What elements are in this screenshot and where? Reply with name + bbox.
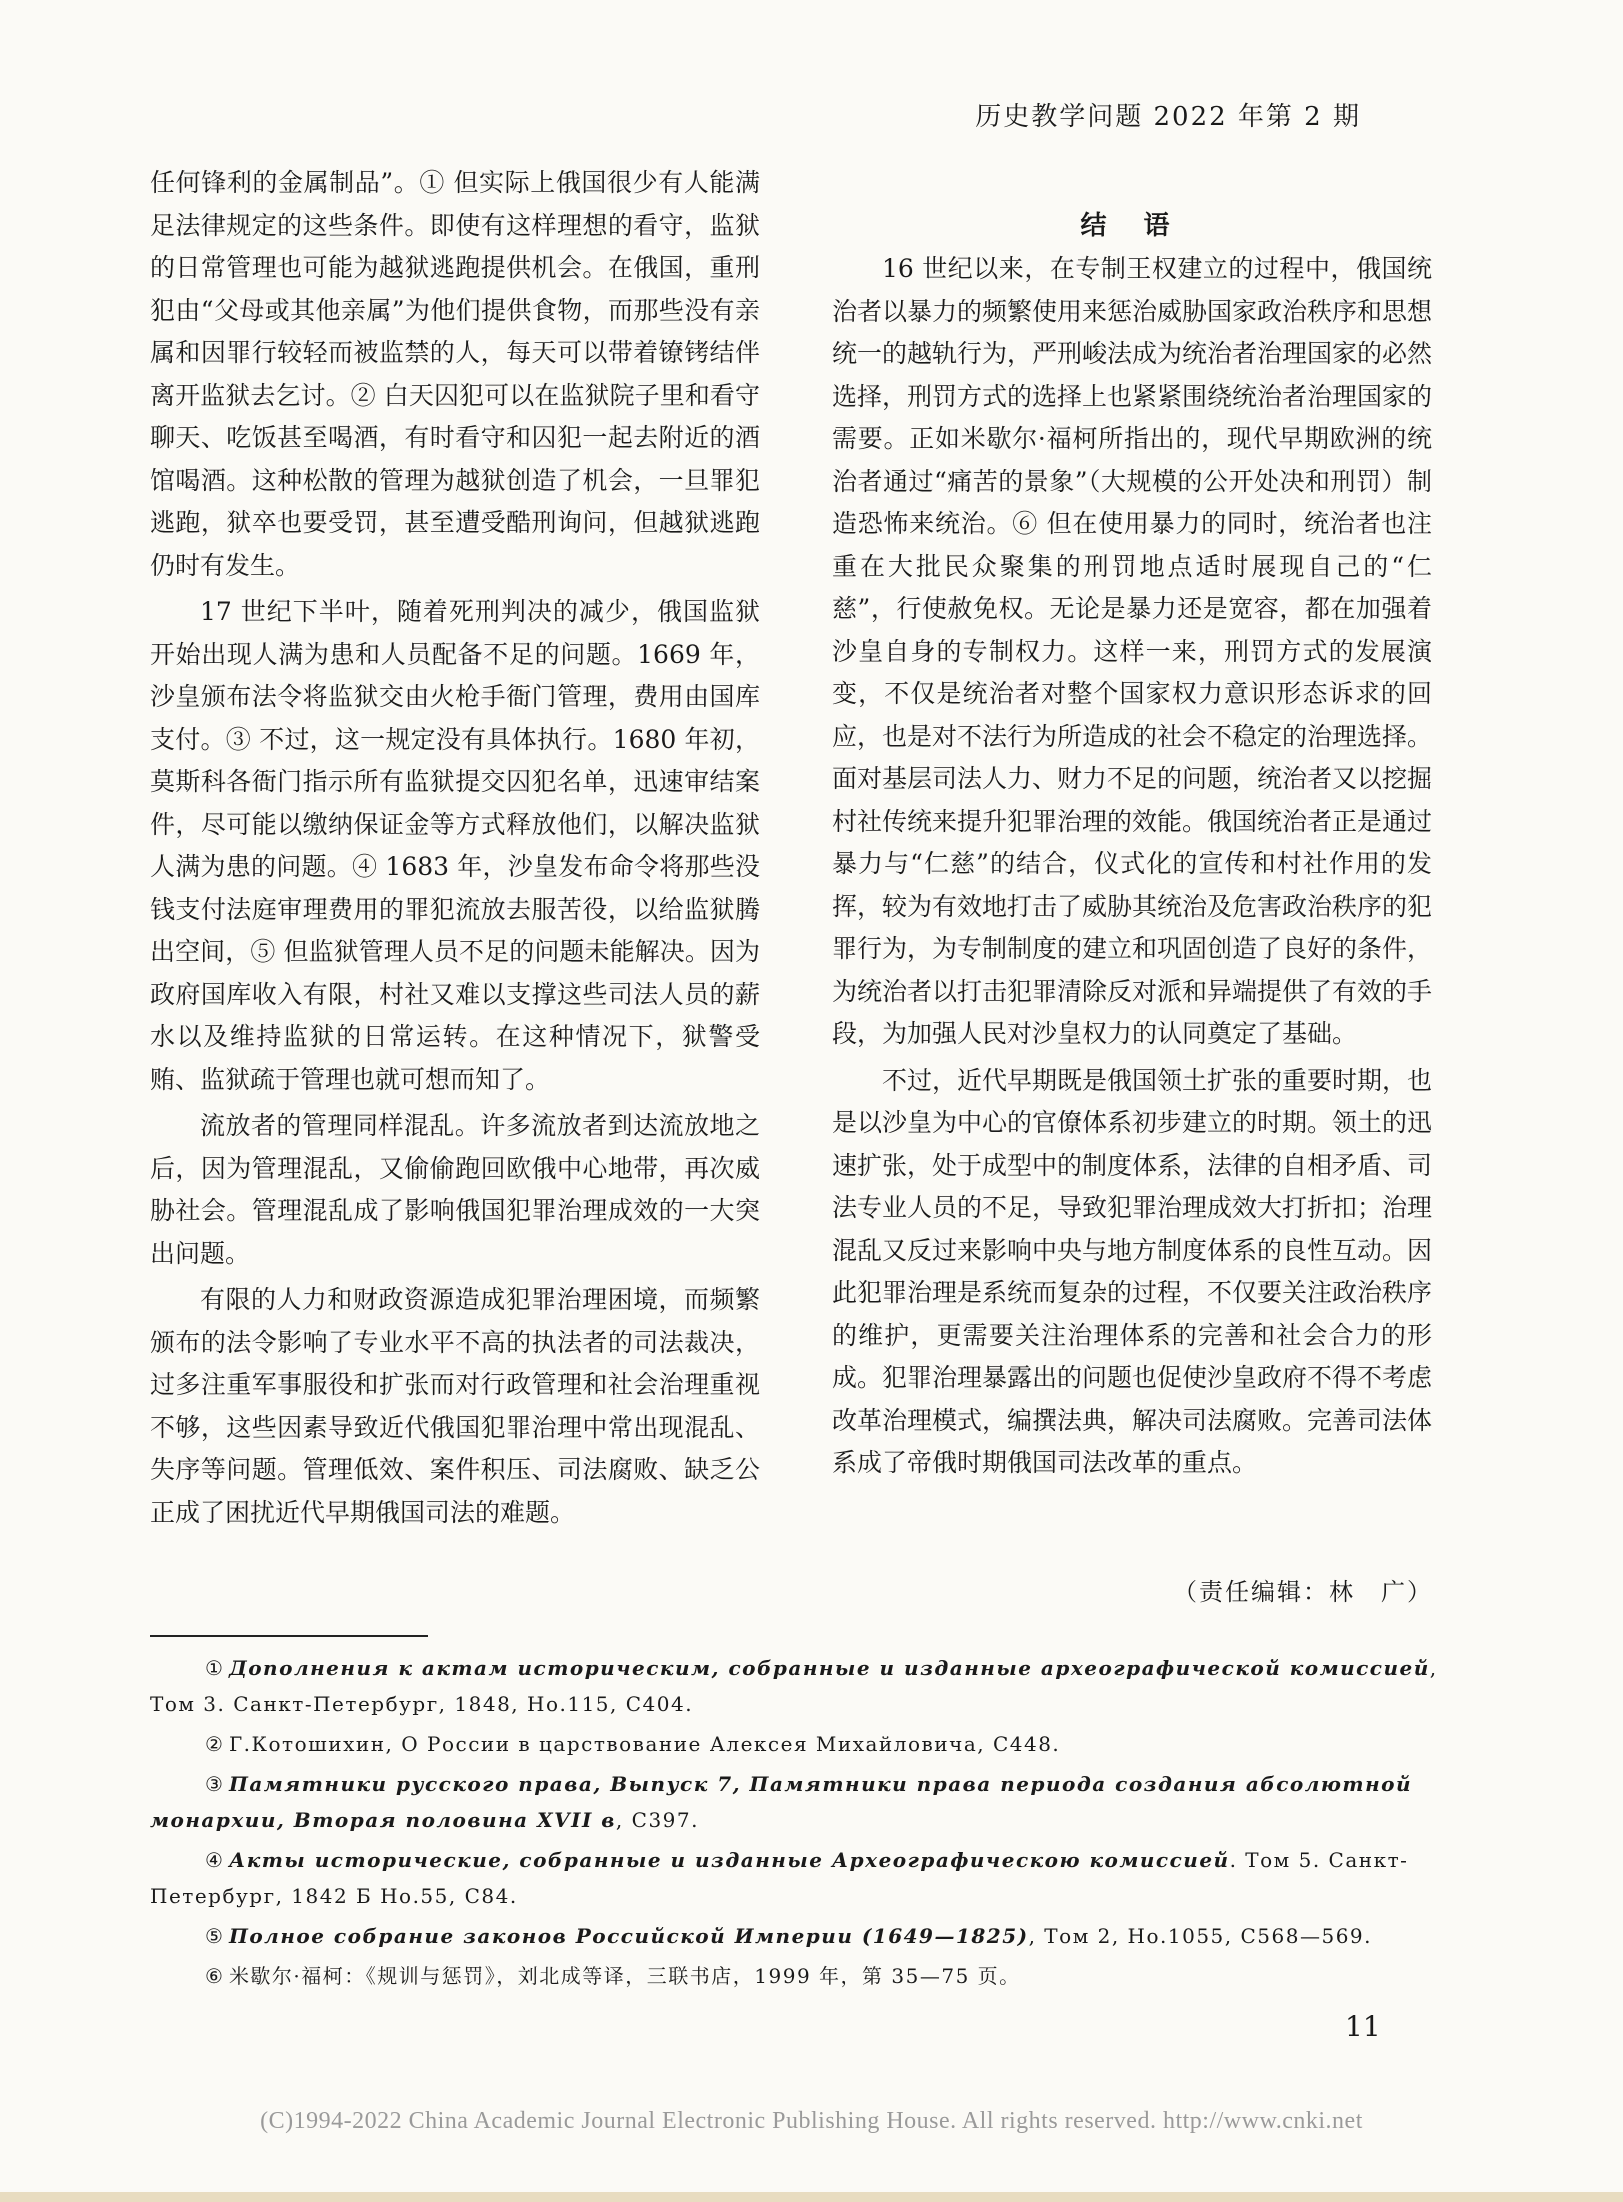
footnote-number: ② [205,1732,223,1756]
responsible-editor: （责任编辑：林 广） [1173,1578,1433,1606]
right-column [832,248,1432,1489]
footnote-details: 米歇尔·福柯：《规训与惩罚》，刘北成等译，三联书店，1999 年，第 35—75 页。 [228,1964,1021,1988]
paragraph: 任何锋利的金属制品”。① 但实际上俄国很少有人能满足法律规定的这些条件。即使有这样理想的看守，监狱的日常管理也可能为越狱逃跑提供机会。在俄国，重刑犯由“父母或其他亲属”为他们提供食物，而那些没有亲属和因罪行较轻而被监禁的人，每天可以带着镣铐结伴离开监狱去乞讨。② 白天囚犯可以在监狱院子里和看守聊天、吃饭甚至喝酒，有时看守和囚犯一起去附近的酒馆喝酒。这种松散的管理为越狱创造了机会，一旦罪犯逃跑，狱卒也要受罚，甚至遭受酷刑询问，但越狱逃跑仍时有发生。 [150,168,760,580]
footnote [150,1766,1450,1838]
footnote [150,1842,1450,1914]
footnote [150,1650,1450,1722]
footnotes [150,1650,1450,1998]
footnote-details: . Том 5. Санкт-Петербург, 1842 Б Но.55, С84. [150,1848,1409,1908]
footnote-number: ① [205,1656,223,1680]
footnote-details: , С397. [615,1808,699,1832]
footnote-title: Акты исторические, собранные и изданные Археографическою комиссией [228,1848,1230,1872]
footnote-details: , Том 2, Но.1055, С568—569. [1028,1924,1373,1948]
journal-header: 历史教学问题 2022 年第 2 期 [975,102,1361,132]
left-column [150,162,760,1538]
footnote-details: , Том 3. Санкт-Петербург, 1848, Но.115, С404. [150,1656,1438,1716]
footnote [150,1958,1450,1994]
paragraph: 不过，近代早期既是俄国领土扩张的重要时期，也是以沙皇为中心的官僚体系初步建立的时期。领土的迅速扩张，处于成型中的制度体系，法律的自相矛盾、司法专业人员的不足，导致犯罪治理成效大打折扣；治理混乱又反过来影响中央与地方制度体系的良性互动。因此犯罪治理是系统而复杂的过程，不仅要关注政治秩序的维护，更需要关注治理体系的完善和社会合力的形成。犯罪治理暴露出的问题也促使沙皇政府不得不考虑改革治理模式，编撰法典，解决司法腐败。完善司法体系成了帝俄时期俄国司法改革的重点。 [832,1065,1433,1477]
page-number: 11 [1345,2010,1381,2043]
paragraph: 17 世纪下半叶，随着死刑判决的减少，俄国监狱开始出现人满为患和人员配备不足的问题。1669 年，沙皇颁布法令将监狱交由火枪手衙门管理，费用由国库支付。③ 不过，这一规定没有具体执行。1680 年初，莫斯科各衙门指示所有监狱提交囚犯名单，迅速审结案件，尽可能以缴纳保证金等方式释放他们，以解决监狱人满为患的问题。④ 1683 年，沙皇发布命令将那些没钱支付法庭审理费用的罪犯流放去服苦役，以给监狱腾出空间，⑤ 但监狱管理人员不足的问题未能解决。因为政府国库收入有限，村社又难以支撑这些司法人员的薪水以及维持监狱的日常运转。在这种情况下，狱警受贿、监狱疏于管理也就可想而知了。 [150,597,760,1094]
footnote-title: Дополнения к актам историческим, собранные и изданные археографической комиссией [228,1656,1430,1680]
footnote-divider [150,1635,428,1637]
footnote-number: ③ [205,1772,223,1796]
footnote [150,1726,1450,1762]
paragraph: 有限的人力和财政资源造成犯罪治理困境，而频繁颁布的法令影响了专业水平不高的执法者的司法裁决，过多注重军事服役和扩张而对行政管理和社会治理重视不够，这些因素导致近代俄国犯罪治理中常出现混乱、失序等问题。管理低效、案件积压、司法腐败、缺乏公正成了困扰近代早期俄国司法的难题。 [150,1285,760,1527]
copyright-notice: (C)1994-2022 China Academic Journal Electronic Publishing House. All rights reserved. http://www.cnki.net [260,2108,1363,2134]
footnote-number: ⑤ [205,1924,223,1948]
paragraph: 流放者的管理同样混乱。许多流放者到达流放地之后，因为管理混乱，又偷偷跑回欧俄中心地带，再次威胁社会。管理混乱成了影响俄国犯罪治理成效的一大突出问题。 [150,1111,760,1268]
footnote-number: ⑥ [205,1964,223,1988]
section-title: 结 语 [1080,211,1184,241]
footnote-title: Памятники русского права, Выпуск 7, Памятники права периода создания абсолютной монархии, Вторая половина XVII в [150,1772,1413,1832]
footnote [150,1918,1450,1954]
paragraph: 16 世纪以来，在专制王权建立的过程中，俄国统治者以暴力的频繁使用来惩治威胁国家政治秩序和思想统一的越轨行为，严刑峻法成为统治者治理国家的必然选择，刑罚方式的选择上也紧紧围绕统治者治理国家的需要。正如米歇尔·福柯所指出的，现代早期欧洲的统治者通过“痛苦的景象”（大规模的公开处决和刑罚）制造恐怖来统治。⑥ 但在使用暴力的同时，统治者也注重在大批民众聚集的刑罚地点适时展现自己的“仁慈”，行使赦免权。无论是暴力还是宽容，都在加强着沙皇自身的专制权力。这样一来，刑罚方式的发展演变，不仅是统治者对整个国家权力意识形态诉求的回应，也是对不法行为所造成的社会不稳定的治理选择。面对基层司法人力、财力不足的问题，统治者又以挖掘村社传统来提升犯罪治理的效能。俄国统治者正是通过暴力与“仁慈”的结合，仪式化的宣传和村社作用的发挥，较为有效地打击了威胁其统治及危害政治秩序的犯罪行为，为专制制度的建立和巩固创造了良好的条件，为统治者以打击犯罪清除反对派和异端提供了有效的手段，为加强人民对沙皇权力的认同奠定了基础。 [832,254,1433,1048]
bottom-band [0,2192,1623,2202]
footnote-title: Полное собрание законов Российской Империи (1649—1825) [228,1924,1029,1948]
footnote-details: Г.Котошихин, О России в царствование Алексея Михайловича, С448. [228,1732,1061,1756]
footnote-number: ④ [205,1848,223,1872]
